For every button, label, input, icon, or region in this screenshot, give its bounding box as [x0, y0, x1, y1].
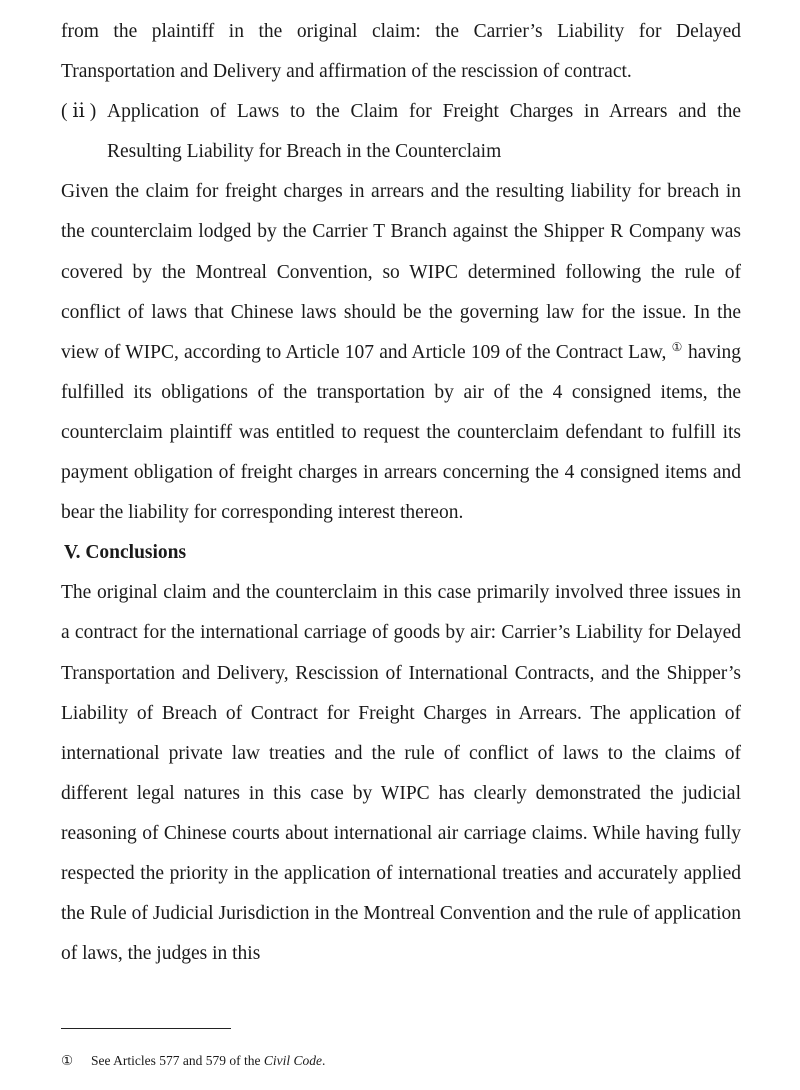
subsection-title: Application of Laws to the Claim for Freight Charges in Arrears and the Resulting Liability for Breach in the Counterclaim [107, 101, 741, 163]
paragraph-text-part2: having fulfilled its obligations of the transportation by air of the 4 consigned items, the counterclaim plaintiff was entitled to request the counterclaim defendant to fulfill its payment obligation of freight charges in arrears concerning the 4 consigned items and bear the liability for corresponding interest thereon. [61, 341, 742, 524]
footnote-italic-title: Civil Code [263, 1053, 322, 1068]
footnote-text-end: . [321, 1053, 326, 1068]
footnote [61, 1052, 741, 1070]
footnote-divider [61, 1028, 231, 1029]
paragraph-conclusions: The original claim and the counterclaim in this case primarily involved three issues in a contract for the international carriage of goods by air: Carrier’s Liability for Delayed Transportation and Delivery, Rescission of International Contracts, and the Shipper’s Liability of Breach of Contract for Freight Charges in Arrears. The application of international private law treaties and the rule of conflict of laws to the claims of different legal natures in this case by WIPC has clearly demonstrated the judicial reasoning of Chinese courts about international air carriage claims. While having fully respected the priority in the application of international treaties and accurately applied the Rule of Judicial Jurisdiction in the Montreal Convention and the rule of application of laws, the judges in this [61, 582, 741, 965]
section-heading: V. Conclusions [64, 542, 187, 564]
subsection-heading [61, 92, 741, 172]
body-text [61, 12, 741, 974]
paragraph-text-part1: Given the claim for freight charges in arrears and the resulting liability for breach in the counterclaim lodged by the Carrier T Branch against the Shipper R Company was covered by the Montreal Convention, so WIPC determined following the rule of conflict of laws that Chinese laws should be the governing law for the issue. In the view of WIPC, according to Article 107 and Article 109 of the Contract Law, [61, 181, 741, 363]
footnote-marker: ① [61, 1053, 74, 1068]
paragraph-counterclaim [61, 172, 741, 533]
paragraph-continuation: from the plaintiff in the original claim: the Carrier’s Liability for Delayed Transportation and Delivery and affirmation of the rescission of contract. [61, 21, 741, 83]
footnote-reference[interactable]: ① [671, 339, 683, 354]
footnote-text-start: See Articles 577 and 579 of the [91, 1053, 264, 1068]
subsection-number: ( ⅱ ) [61, 101, 97, 123]
